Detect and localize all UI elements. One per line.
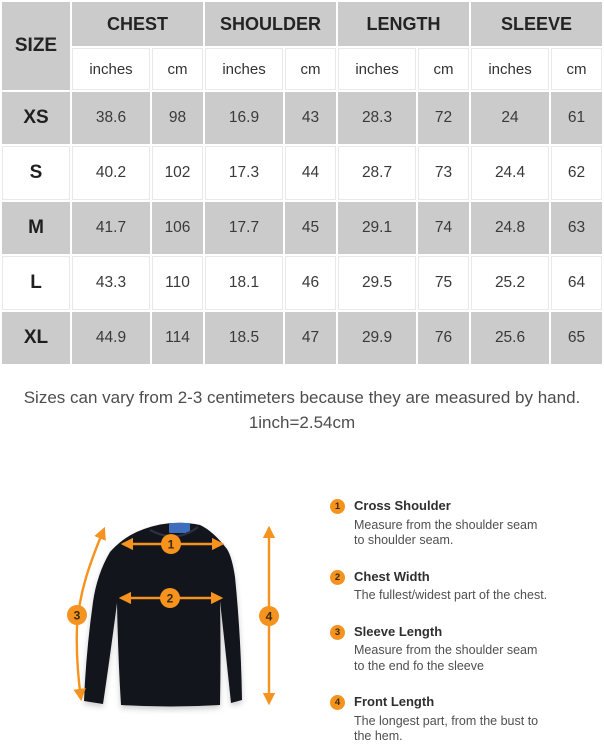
table-cell: 24.8 [471, 202, 549, 254]
table-cell: 45 [285, 202, 336, 254]
measurement-note [0, 386, 604, 435]
table-cell: 106 [152, 202, 203, 254]
legend-item-cross-shoulder [330, 499, 604, 549]
table-row-l [2, 256, 602, 310]
table-cell: 98 [152, 92, 203, 144]
legend-item-front-length [330, 695, 604, 745]
table-cell: 43 [285, 92, 336, 144]
collar-tag [169, 523, 190, 533]
length-group-header: LENGTH [338, 2, 469, 46]
legend-badge-2: 2 [330, 570, 345, 585]
table-cell: 17.7 [205, 202, 283, 254]
size-chart-table [0, 0, 604, 366]
size-label: L [2, 256, 70, 310]
legend-title: Chest Width [354, 568, 430, 584]
table-cell: 61 [551, 92, 602, 144]
table-cell: 102 [152, 146, 203, 200]
legend-title: Cross Shoulder [354, 498, 451, 514]
table-cell: 43.3 [72, 256, 150, 310]
legend-description: Measure from the shoulder seam to shoulder seam. [354, 517, 538, 548]
table-cell: 114 [152, 312, 203, 364]
unit-header: cm [285, 48, 336, 90]
table-cell: 64 [551, 256, 602, 310]
table-cell: 18.1 [205, 256, 283, 310]
marker-2-number: 2 [166, 591, 174, 606]
legend-badge-4: 4 [330, 695, 345, 710]
shirt-silhouette [84, 523, 242, 707]
unit-header: inches [471, 48, 549, 90]
table-cell: 73 [418, 146, 469, 200]
table-cell: 38.6 [72, 92, 150, 144]
legend-item-sleeve-length [330, 625, 604, 675]
note-line-1: Sizes can vary from 2-3 centimeters because they are measured by hand. [23, 388, 581, 407]
table-row-m [2, 202, 602, 254]
table-cell: 72 [418, 92, 469, 144]
table-cell: 28.3 [338, 92, 416, 144]
legend-item-chest-width [330, 570, 604, 604]
table-cell: 29.1 [338, 202, 416, 254]
table-cell: 24.4 [471, 146, 549, 200]
table-cell: 65 [551, 312, 602, 364]
size-label: S [2, 146, 70, 200]
table-cell: 24 [471, 92, 549, 144]
table-cell: 46 [285, 256, 336, 310]
size-label: XS [2, 92, 70, 144]
size-label: XL [2, 312, 70, 364]
table-cell: 74 [418, 202, 469, 254]
size-label: M [2, 202, 70, 254]
legend-badge-3: 3 [330, 625, 345, 640]
legend-description: The fullest/widest part of the chest. [354, 588, 548, 603]
table-row-xl [2, 312, 602, 364]
table-cell: 28.7 [338, 146, 416, 200]
table-cell: 47 [285, 312, 336, 364]
marker-4-number: 4 [265, 609, 273, 624]
table-cell: 29.5 [338, 256, 416, 310]
legend-description: The longest part, from the bust to the hem. [354, 713, 539, 744]
table-cell: 41.7 [72, 202, 150, 254]
table-cell: 44.9 [72, 312, 150, 364]
table-unit-header-row [2, 48, 602, 90]
shirt-diagram-svg [0, 477, 320, 734]
unit-header: cm [152, 48, 203, 90]
table-cell: 16.9 [205, 92, 283, 144]
marker-3-number: 3 [73, 608, 81, 623]
table-group-header-row [2, 2, 602, 46]
table-cell: 40.2 [72, 146, 150, 200]
table-row-xs [2, 92, 602, 144]
table-cell: 44 [285, 146, 336, 200]
sleeve-group-header: SLEEVE [471, 2, 602, 46]
unit-header: cm [551, 48, 602, 90]
legend-title: Sleeve Length [354, 623, 443, 639]
table-cell: 25.6 [471, 312, 549, 364]
chest-group-header: CHEST [72, 2, 203, 46]
unit-header: inches [338, 48, 416, 90]
note-line-2: 1inch=2.54cm [248, 412, 356, 432]
table-cell: 110 [152, 256, 203, 310]
legend-description: Measure from the shoulder seam to the end fo the sleeve [354, 643, 538, 673]
measurement-legend [320, 477, 604, 744]
table-cell: 18.5 [205, 312, 283, 364]
front-length-arrow [259, 528, 279, 703]
table-row-s [2, 146, 602, 200]
unit-header: cm [418, 48, 469, 90]
legend-badge-1: 1 [330, 499, 345, 514]
table-cell: 62 [551, 146, 602, 200]
table-cell: 17.3 [205, 146, 283, 200]
shirt-measurement-illustration [0, 477, 320, 734]
table-cell: 76 [418, 312, 469, 364]
table-cell: 29.9 [338, 312, 416, 364]
legend-title: Front Length [354, 694, 435, 710]
unit-header: inches [72, 48, 150, 90]
marker-1-number: 1 [167, 537, 175, 552]
measurement-diagram-section [0, 477, 604, 744]
table-cell: 75 [418, 256, 469, 310]
table-cell: 63 [551, 202, 602, 254]
size-corner-header: SIZE [2, 2, 70, 90]
unit-header: inches [205, 48, 283, 90]
shoulder-group-header: SHOULDER [205, 2, 336, 46]
table-cell: 25.2 [471, 256, 549, 310]
